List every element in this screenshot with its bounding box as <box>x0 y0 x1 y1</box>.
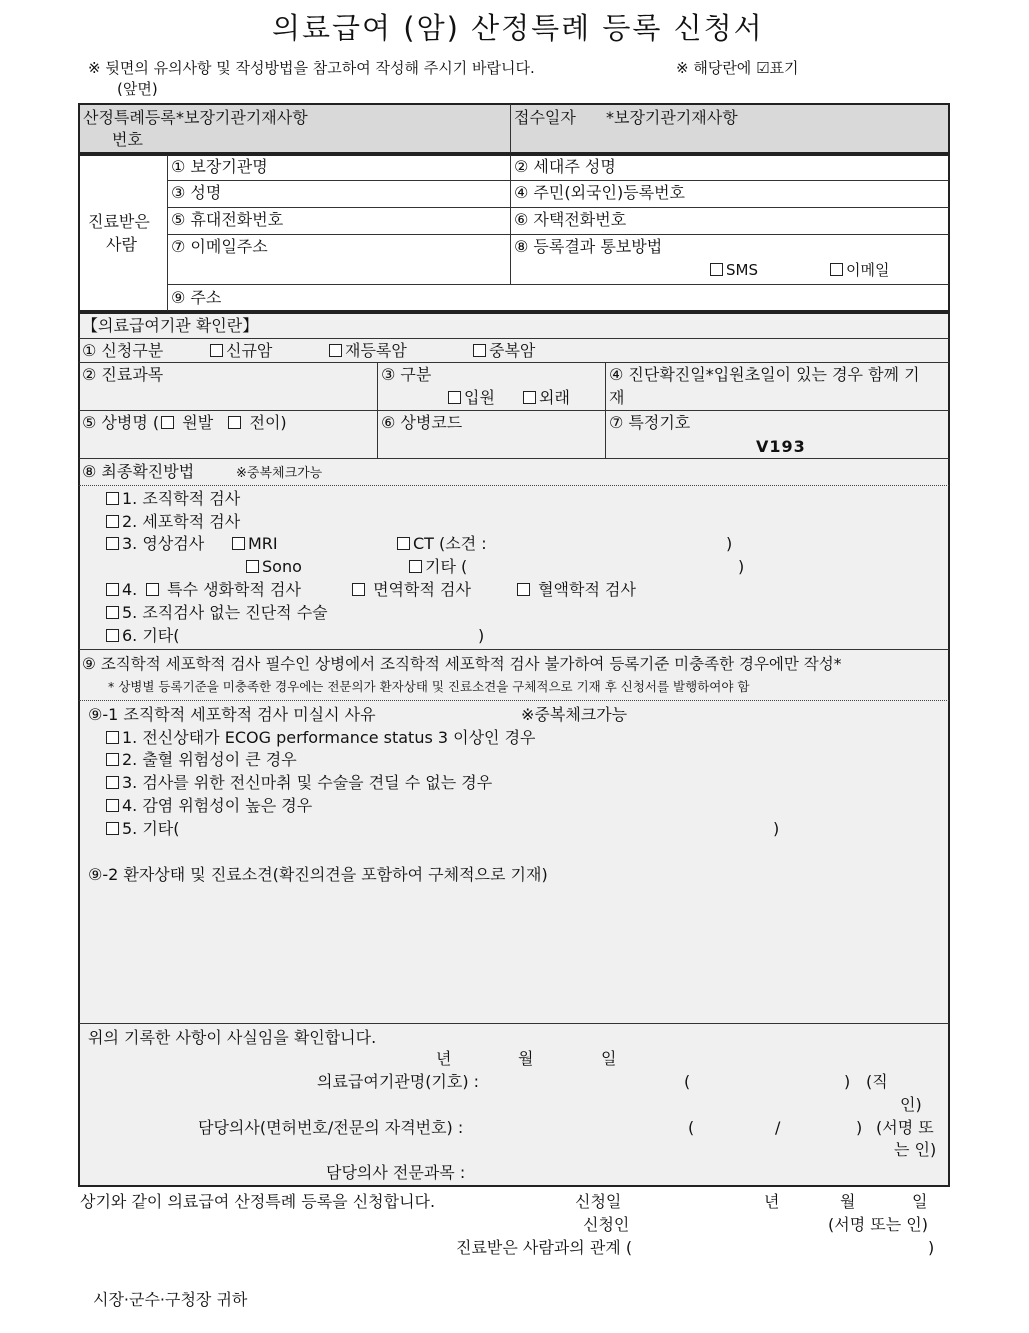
checkbox-icon[interactable] <box>106 492 119 505</box>
front-side-label: (앞면) <box>117 80 158 98</box>
imaging-sono[interactable]: Sono <box>246 557 302 577</box>
section9-title: ⑨ 조직학적 세포학적 검사 필수인 상병에서 조직학적 세포학적 검사 불가하여 등록기준 미충족한 경우에만 작성* <box>82 655 842 673</box>
lab-immunologic[interactable]: 면역학적 검사 <box>352 580 471 600</box>
reason-other[interactable]: 5. 기타( <box>106 819 180 839</box>
patient-name-field[interactable]: ③ 성명 <box>171 183 222 202</box>
checkbox-icon[interactable] <box>448 391 461 404</box>
mobile-phone-field[interactable]: ⑤ 휴대전화번호 <box>171 210 284 229</box>
addressee: 시장·군수·구청장 귀하 <box>93 1290 248 1309</box>
checkbox-icon[interactable] <box>161 416 174 429</box>
doctor-open-paren: ( <box>688 1118 695 1137</box>
check-marker-note: ※ 해당란에 ☑표기 <box>676 59 799 77</box>
confirmation-statement: 위의 기록한 사항이 사실임을 확인합니다. <box>88 1028 377 1047</box>
patient-section-label: 진료받은 <box>88 212 150 231</box>
diagnosis-date-field-2: 재 <box>609 388 625 407</box>
checkbox-icon[interactable] <box>106 776 119 789</box>
department-field[interactable]: ② 진료과목 <box>82 365 164 384</box>
category-inpatient[interactable]: 입원 <box>448 388 495 408</box>
reason-bleeding[interactable]: 2. 출혈 위험성이 큰 경우 <box>106 750 297 770</box>
disease-code-field[interactable]: ⑥ 상병코드 <box>381 413 463 432</box>
received-date-label: 접수일자 <box>514 108 576 127</box>
diagnosis-date-field[interactable]: ④ 진단확진일*입원초일이 있는 경우 함께 기 <box>609 365 920 384</box>
doctor-sign-label: (서명 또 <box>876 1118 934 1137</box>
category-label: ③ 구분 <box>381 365 432 384</box>
final-diag-other[interactable]: 6. 기타( <box>106 626 180 646</box>
checkbox-icon[interactable] <box>106 731 119 744</box>
reason-other-close: ) <box>773 819 780 838</box>
doctor-close-paren: ) <box>856 1118 863 1137</box>
notify-sms-option[interactable]: SMS <box>710 260 758 280</box>
doctor-slash: / <box>775 1118 781 1137</box>
section9-2-title: ⑨-2 환자상태 및 진료소견(확진의견을 포함하여 구체적으로 기재) <box>88 865 548 884</box>
doctor-license-label: 담당의사(면허번호/전문의 자격번호) : <box>198 1118 464 1137</box>
section9-1-note: ※중복체크가능 <box>521 705 628 724</box>
apply-statement: 상기와 같이 의료급여 산정특례 등록을 신청합니다. <box>80 1192 436 1211</box>
final-diagnosis-title: ⑧ 최종확진방법 <box>82 462 195 481</box>
doctor-sign-label-2: 는 인) <box>894 1140 937 1159</box>
final-diag-imaging[interactable]: 3. 영상검사 <box>106 534 204 554</box>
checkbox-icon[interactable] <box>329 344 342 357</box>
app-type-duplicate[interactable]: 중복암 <box>473 341 535 361</box>
institution-name-label: 의료급여기관명(기호) : <box>317 1072 480 1091</box>
checkbox-icon[interactable] <box>232 537 245 550</box>
checkbox-icon[interactable] <box>523 391 536 404</box>
final-diagnosis-multi-note: ※중복체크가능 <box>236 466 323 481</box>
final-diag-surgery[interactable]: 5. 조직검사 없는 진단적 수술 <box>106 603 328 623</box>
reg-number-label-2: 번호 <box>112 130 143 149</box>
checkbox-icon[interactable] <box>710 263 723 276</box>
section9-1-title: ⑨-1 조직학적 세포학적 검사 미실시 사유 <box>88 705 376 724</box>
page-title: 의료급여 (암) 산정특례 등록 신청서 <box>272 11 764 45</box>
resident-number-field[interactable]: ④ 주민(외국인)등록번호 <box>514 183 686 202</box>
disease-name-field[interactable]: ⑤ 상병명 ( 원발 전이) <box>82 413 287 432</box>
checkbox-icon[interactable] <box>246 560 259 573</box>
checkbox-icon[interactable] <box>409 560 422 573</box>
institution-section-title: 【의료급여기관 확인란】 <box>82 316 259 335</box>
imaging-ct-close: ) <box>726 534 733 553</box>
apply-month: 월 <box>840 1192 856 1211</box>
inst-open-paren: ( <box>684 1072 691 1091</box>
address-field[interactable]: ⑨ 주소 <box>171 288 222 307</box>
checkbox-icon[interactable] <box>830 263 843 276</box>
checkbox-icon[interactable] <box>106 799 119 812</box>
checkbox-icon[interactable] <box>106 537 119 550</box>
reason-ecog[interactable]: 1. 전신상태가 ECOG performance status 3 이상인 경우 <box>106 728 536 748</box>
home-phone-field[interactable]: ⑥ 자택전화번호 <box>514 210 627 229</box>
final-diag-histologic[interactable]: 1. 조직학적 검사 <box>106 489 240 509</box>
checkbox-icon[interactable] <box>397 537 410 550</box>
clinical-opinion-textarea[interactable] <box>88 888 938 1016</box>
imaging-mri[interactable]: MRI <box>232 534 278 554</box>
category-outpatient[interactable]: 외래 <box>523 388 570 408</box>
final-diag-other-close: ) <box>478 626 485 645</box>
special-code-value: V193 <box>756 437 806 456</box>
checkbox-icon[interactable] <box>106 629 119 642</box>
apply-year: 년 <box>764 1192 780 1211</box>
final-diag-lab[interactable]: 4. <box>106 580 137 600</box>
confirm-year: 년 <box>436 1049 452 1068</box>
relation-label: 진료받은 사람과의 관계 ( <box>456 1238 633 1257</box>
imaging-etc[interactable]: 기타 ( <box>409 557 467 577</box>
reg-number-label: 산정특례등록 <box>83 108 176 127</box>
patient-section-label-2: 사람 <box>106 235 137 254</box>
householder-name-field[interactable]: ② 세대주 성명 <box>514 157 616 176</box>
checkbox-icon[interactable] <box>210 344 223 357</box>
checkbox-icon[interactable] <box>228 416 241 429</box>
relation-close-paren: ) <box>928 1238 935 1257</box>
checkbox-icon[interactable] <box>352 583 365 596</box>
reason-infection[interactable]: 4. 감염 위험성이 높은 경우 <box>106 796 312 816</box>
insurer-name-field[interactable]: ① 보장기관명 <box>171 157 268 176</box>
checkbox-icon[interactable] <box>517 583 530 596</box>
checkbox-icon[interactable] <box>106 583 119 596</box>
app-type-reregistration[interactable]: 재등록암 <box>329 341 407 361</box>
insurer-note-2: *보장기관기재사항 <box>606 108 738 127</box>
application-type-label: ① 신청구분 <box>82 341 164 360</box>
insurer-note-1: *보장기관기재사항 <box>176 108 308 127</box>
doctor-specialty-label: 담당의사 전문과목 : <box>326 1163 466 1182</box>
notification-method-label: ⑧ 등록결과 통보방법 <box>514 237 663 256</box>
imaging-ct[interactable]: CT (소견 : <box>397 534 487 554</box>
inst-close-paren: ) <box>844 1072 851 1091</box>
apply-date-label: 신청일 <box>575 1192 622 1211</box>
section9-note: * 상병별 등록기준을 미충족한 경우에는 전문의가 환자상태 및 진료소견을 구체적으로 기재 후 신청서를 발행하여야 함 <box>108 679 750 694</box>
confirm-day: 일 <box>601 1049 617 1068</box>
checkbox-icon[interactable] <box>473 344 486 357</box>
checkbox-icon[interactable] <box>106 515 119 528</box>
applicant-sign-label: (서명 또는 인) <box>828 1215 928 1234</box>
imaging-etc-close: ) <box>738 557 745 576</box>
notify-email-option[interactable]: 이메일 <box>830 260 889 280</box>
inst-seal-label: (직 <box>866 1072 888 1091</box>
checkbox-icon[interactable] <box>106 606 119 619</box>
applicant-label: 신청인 <box>583 1215 630 1234</box>
checkbox-icon[interactable] <box>106 822 119 835</box>
email-field[interactable]: ⑦ 이메일주소 <box>171 237 268 256</box>
checkbox-icon[interactable] <box>106 753 119 766</box>
inst-seal-label-2: 인) <box>900 1095 922 1114</box>
lab-special-biochem[interactable]: 특수 생화학적 검사 <box>146 580 301 600</box>
reference-note: ※ 뒷면의 유의사항 및 작성방법을 참고하여 작성해 주시기 바랍니다. <box>88 59 535 77</box>
confirm-month: 월 <box>518 1049 534 1068</box>
app-type-new[interactable]: 신규암 <box>210 341 272 361</box>
lab-hematologic[interactable]: 혈액학적 검사 <box>517 580 636 600</box>
final-diag-cytologic[interactable]: 2. 세포학적 검사 <box>106 512 240 532</box>
apply-day: 일 <box>912 1192 928 1211</box>
checkbox-icon[interactable] <box>146 583 159 596</box>
special-code-label: ⑦ 특정기호 <box>609 413 691 432</box>
reason-anesthesia[interactable]: 3. 검사를 위한 전신마취 및 수술을 견딜 수 없는 경우 <box>106 773 492 793</box>
